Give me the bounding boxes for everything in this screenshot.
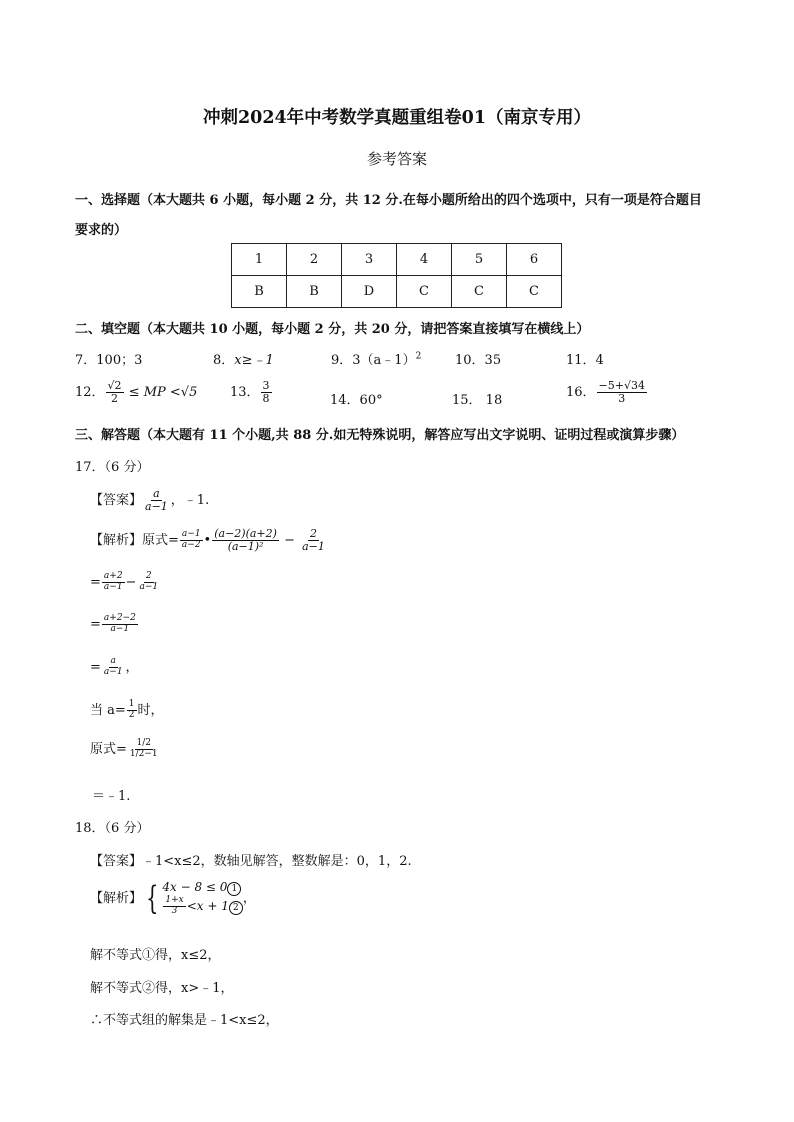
when-a-fraction bbox=[127, 700, 137, 721]
q17-label: 17．（6 分） bbox=[75, 460, 150, 475]
equals-sign: = bbox=[90, 660, 101, 675]
left-brace: { bbox=[146, 879, 159, 918]
circled-number-2: 2 bbox=[229, 901, 243, 915]
fill-answer-q15: 15． 18 bbox=[452, 393, 503, 408]
section2-heading: 二、填空题（本大题共 10 小题，每小题 2 分，共 20 分，请把答案直接填写在横线上） bbox=[75, 322, 590, 337]
substitution-fraction bbox=[128, 739, 160, 760]
fraction-denominator: a−1 bbox=[103, 667, 123, 677]
fraction-numerator: a+2 bbox=[103, 571, 123, 581]
q16-fraction-numerator: −5+√34 bbox=[598, 379, 645, 392]
q9-exponent: 2 bbox=[415, 351, 422, 362]
q17-answer-tail: ，﹣1. bbox=[170, 493, 210, 509]
fraction-numerator: a+2−2 bbox=[103, 613, 136, 623]
fraction-numerator: a−1 bbox=[181, 529, 201, 540]
table-cell-answer: D bbox=[342, 276, 397, 308]
q18-system bbox=[90, 880, 256, 917]
table-cell-answer: B bbox=[287, 276, 342, 308]
comma: ， bbox=[242, 890, 256, 906]
answer-key-subtitle: 参考答案 bbox=[366, 150, 427, 168]
q16-fraction bbox=[597, 380, 647, 405]
q17-step1-fraction3 bbox=[300, 528, 327, 553]
fill-answer-q9 bbox=[331, 349, 421, 368]
fraction-numerator: (a−2)(a+2) bbox=[214, 527, 277, 540]
q18-line2: 解不等式②得，x>﹣1， bbox=[90, 981, 234, 996]
fraction-numerator: a bbox=[110, 656, 116, 667]
when-a-suffix: 时， bbox=[137, 703, 164, 718]
q13-fraction-numerator: 3 bbox=[262, 379, 270, 392]
q12-fraction-denominator: 2 bbox=[111, 392, 119, 406]
fraction-numerator: 2 bbox=[145, 571, 152, 581]
table-row-question-numbers bbox=[232, 244, 562, 276]
equals-sign: = bbox=[90, 574, 101, 590]
q13-fraction bbox=[261, 380, 272, 405]
fraction-denominator: a−1 bbox=[110, 623, 130, 634]
q17-step4-fraction bbox=[102, 657, 125, 678]
q13-fraction-denominator: 8 bbox=[262, 392, 270, 406]
q17-step3-fraction bbox=[102, 614, 138, 635]
fraction-numerator: 1 bbox=[128, 699, 135, 710]
q17-answer bbox=[90, 488, 209, 513]
q17-analysis-tag: 【解析】原式= bbox=[90, 533, 179, 549]
table-cell-answer: B bbox=[232, 276, 287, 308]
q17-step1-fraction1 bbox=[180, 530, 203, 551]
table-cell-number: 4 bbox=[397, 244, 452, 276]
fraction-denominator: a−1 bbox=[103, 581, 123, 592]
q16-fraction-denominator: 3 bbox=[618, 392, 626, 406]
fill-answer-q7: 7．100；3 bbox=[75, 353, 143, 368]
q17-answer-tag: 【答案】 bbox=[90, 493, 143, 509]
inequality-2-fraction bbox=[163, 896, 185, 917]
q12-number: 12． bbox=[75, 385, 105, 401]
table-cell-number: 1 bbox=[232, 244, 287, 276]
inequality-1 bbox=[162, 880, 242, 896]
q9-number: 9． bbox=[331, 353, 353, 368]
equals-sign: = bbox=[90, 616, 101, 632]
fraction-numerator: 1+x bbox=[165, 895, 184, 905]
minus-sign: − bbox=[125, 574, 137, 590]
q12-inequality: ≤ MP <√5 bbox=[128, 385, 198, 401]
q12-fraction bbox=[106, 380, 124, 405]
fraction-numerator: 2 bbox=[310, 527, 318, 540]
q16-number: 16． bbox=[566, 385, 596, 401]
section3-heading: 三、解答题（本大题有 11 个小题,共 88 分.如无特殊说明，解答应写出文字说明、证明过程或演算步骤） bbox=[75, 428, 685, 443]
q17-substitution bbox=[90, 738, 161, 760]
fill-answer-q8 bbox=[213, 349, 274, 368]
fraction-denominator: a−2 bbox=[181, 540, 201, 551]
section1-heading-line1: 一、选择题（本大题共 6 小题，每小题 2 分，共 12 分.在每小题所给出的四个选项中，只有一项是符合题目 bbox=[75, 193, 702, 208]
q17-step2-fraction1 bbox=[102, 572, 125, 593]
q17-step2-fraction2 bbox=[137, 572, 160, 593]
fraction-denominator: a−1 bbox=[302, 540, 325, 554]
fraction-denominator: a−1 bbox=[139, 581, 159, 592]
comma: ， bbox=[125, 660, 139, 675]
q17-answer-denominator: a−1 bbox=[145, 500, 168, 514]
q18-line3: ∴不等式组的解集是﹣1<x≤2， bbox=[90, 1013, 279, 1028]
table-cell-answer: C bbox=[507, 276, 562, 308]
inequality-system bbox=[162, 880, 242, 917]
q17-step3 bbox=[90, 614, 139, 635]
choice-answer-table bbox=[231, 243, 562, 308]
fill-answer-q13 bbox=[230, 380, 273, 405]
q17-step4 bbox=[90, 656, 139, 678]
inequality-1-expression: 4x − 8 ≤ 0 bbox=[162, 880, 228, 894]
q12-fraction-numerator: √2 bbox=[107, 379, 122, 392]
q18-label: 18．（6 分） bbox=[75, 821, 150, 836]
fill-answer-q14: 14．60° bbox=[330, 393, 383, 408]
original-expression-prefix: 原式= bbox=[90, 742, 127, 757]
fraction-denominator: 2 bbox=[128, 710, 135, 720]
fraction-denominator: 1/2−1 bbox=[129, 749, 158, 759]
fill-answer-q11: 11．4 bbox=[566, 353, 604, 368]
q18-line1: 解不等式①得，x≤2， bbox=[90, 948, 221, 963]
q8-answer: x≥﹣1 bbox=[234, 353, 274, 368]
table-cell-answer: C bbox=[452, 276, 507, 308]
q17-step2 bbox=[90, 572, 161, 593]
inequality-2-rest: <x + 1 bbox=[186, 898, 229, 913]
table-cell-number: 2 bbox=[287, 244, 342, 276]
when-a-prefix: 当 a= bbox=[90, 703, 126, 718]
fill-answer-q16 bbox=[566, 380, 648, 405]
q17-answer-fraction bbox=[143, 488, 170, 513]
multiply-dot: • bbox=[203, 533, 212, 549]
section1-heading-line2: 要求的） bbox=[75, 223, 128, 238]
document-title: 冲刺2024年中考数学真题重组卷01（南京专用） bbox=[202, 108, 592, 128]
table-cell-number: 6 bbox=[507, 244, 562, 276]
table-row-answers bbox=[232, 276, 562, 308]
fraction-numerator: 1/2 bbox=[136, 738, 152, 749]
q17-answer-numerator: a bbox=[153, 487, 160, 500]
inequality-2 bbox=[162, 896, 242, 917]
fraction-denominator: 3 bbox=[171, 905, 178, 916]
q17-when-a bbox=[90, 699, 164, 721]
q8-number: 8． bbox=[213, 353, 235, 368]
minus-sign: − bbox=[284, 533, 295, 549]
table-cell-number: 3 bbox=[342, 244, 397, 276]
table-cell-number: 5 bbox=[452, 244, 507, 276]
q18-answer: 【答案】﹣1<x≤2，数轴见解答，整数解是：0，1，2. bbox=[90, 854, 412, 869]
q9-answer: 3（a﹣1） bbox=[352, 353, 416, 368]
fill-answer-q10: 10．35 bbox=[455, 353, 502, 368]
q17-step1-fraction2 bbox=[212, 528, 279, 553]
fill-answer-q12 bbox=[75, 380, 197, 405]
q17-step1 bbox=[90, 528, 328, 553]
circled-number-1: 1 bbox=[227, 882, 241, 896]
q18-analysis-tag: 【解析】 bbox=[90, 890, 143, 906]
q17-final: ＝﹣1. bbox=[92, 789, 131, 804]
fraction-denominator: (a−1)² bbox=[227, 540, 264, 554]
q13-number: 13． bbox=[230, 385, 260, 401]
table-cell-answer: C bbox=[397, 276, 452, 308]
